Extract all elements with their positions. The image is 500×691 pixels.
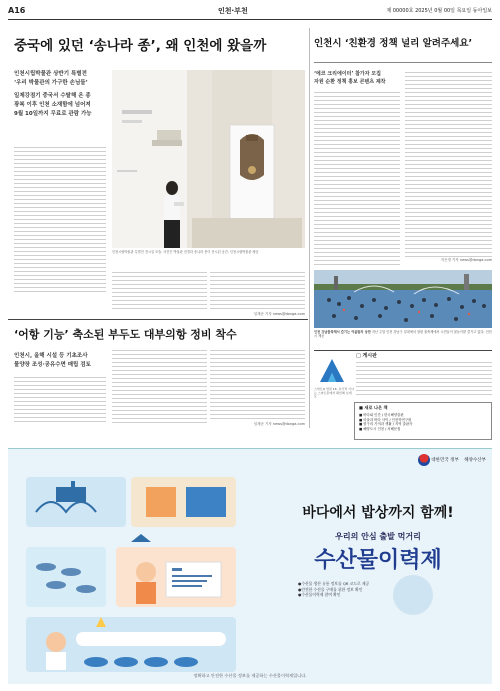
story-divider bbox=[8, 319, 308, 320]
book-item: ■ 마을과 바다 사이 / 인천학연구원 bbox=[359, 417, 412, 422]
story4-photo bbox=[314, 270, 492, 328]
ad-footer: 정확하고 안전한 수산물 정보를 제공하는 수산물이력제입니다. bbox=[193, 673, 307, 678]
story3-deck-line: ‘에코 크리에이터’ 참가자 모집 bbox=[314, 71, 381, 77]
section-name: 인천·부천 bbox=[218, 7, 248, 15]
book-item: ■ 항구의 기억과 생활 / 지역 출판사 bbox=[359, 422, 413, 427]
story2-headline: ‘어항 기능’ 축소된 부두도 대부의항 정비 착수 bbox=[14, 328, 237, 341]
ad-logo-left: 대한민국 정부 bbox=[431, 458, 459, 463]
story2-deck-line: 물양장 조성·공유수면 매립 검토 bbox=[14, 362, 91, 368]
issue-meta: 제 00000호 2025년 0월 00일 목요일 동아일보 bbox=[386, 8, 492, 14]
story1-photo-caption: 인천시립박물관 특별전 전시실 모습. 사진은 박물관 전경과 송나라 종이 전시된 공간. 인천시립박물관 제공 bbox=[112, 250, 259, 254]
story1-deck-line: 광복 이후 인천 소재함에 넘어져 bbox=[14, 102, 91, 108]
board-title: □ 게시판 bbox=[356, 353, 377, 359]
page-number: A16 bbox=[8, 6, 26, 15]
books-box bbox=[354, 402, 492, 440]
ad-logos bbox=[386, 453, 486, 469]
story4-caption bbox=[314, 330, 492, 346]
column-divider bbox=[309, 28, 310, 428]
story1-headline: 중국에 있던 ‘송나라 종’, 왜 인천에 왔을까 bbox=[14, 38, 267, 54]
story1-body-col3 bbox=[210, 270, 305, 310]
story2-body-col3 bbox=[210, 348, 305, 420]
story1-deck-line: 일제강점기 중국서 수탈해 온 종 bbox=[14, 93, 91, 99]
story3-body-col1 bbox=[314, 90, 400, 265]
story2-body-col2 bbox=[112, 348, 207, 425]
story3-body-col2 bbox=[405, 70, 492, 258]
story1-body-col1 bbox=[14, 145, 106, 295]
story2-byline: 임재준 기자 news@donga.com bbox=[253, 422, 305, 426]
story3-headline: 인천시 ‘친환경 정책 널리 알려주세요’ bbox=[314, 38, 473, 49]
board-rule bbox=[314, 350, 492, 351]
ad-fine-item: ●수산물이력제 참여 확인 bbox=[298, 592, 341, 597]
story4-caption-text: 지난 주말 인천 강남구 일대에서 열린 물축제에서 시민들이 물놀이를 즐기고 있다. 인천시 제공 bbox=[314, 330, 492, 338]
book-item: ■ 해양도시 인천 / 서해문집 bbox=[359, 426, 401, 431]
ad-title: 수산물이력제 bbox=[314, 548, 442, 573]
story1-deck-line: 9월 10일까지 무료로 관람 가능 bbox=[14, 111, 92, 117]
ad-decor-circle bbox=[393, 575, 433, 615]
books-title: ■ 새로 나온 책 bbox=[359, 405, 388, 410]
story1-deck-line: ‘우리 박물관의 가구한 손님들’ bbox=[14, 80, 88, 86]
board-items bbox=[356, 360, 492, 398]
story2-deck-line: 인천시, 올해 시설 등 기초조사 bbox=[14, 353, 88, 359]
page-header bbox=[8, 4, 492, 18]
story1-deck bbox=[14, 70, 106, 119]
story3-byline: 지은경 기자 news@donga.com bbox=[440, 258, 492, 262]
ad-banner bbox=[8, 448, 492, 684]
qr-label: 스마트Q 연결 18. 유기적 기사는 스마트폰에서 확인해 보세요 bbox=[314, 387, 354, 399]
ad-subtitle: 우리의 안심 출발 먹거리 bbox=[335, 532, 421, 541]
qr-logo bbox=[316, 356, 348, 386]
story2-deck bbox=[14, 352, 106, 370]
story1-deck-line: 인천시립박물관 상반기 특별전 bbox=[14, 71, 87, 77]
gov-logo-icon bbox=[418, 454, 430, 466]
ad-fine-item: ●안전한 수산물 구매를 위한 정보 확인 bbox=[298, 586, 363, 592]
story4-caption-bold: 인천 강남물축제서 즐기는 여름밤의 낭만 bbox=[314, 330, 371, 334]
story2-body-col1 bbox=[14, 375, 106, 425]
ad-fine-item: ●수산물 생산 유통 정보를 QR 코드로 제공 bbox=[298, 581, 370, 586]
book-item: ■ 바다와 인간 / 한국해양출판 bbox=[359, 413, 404, 417]
story3-deck-line: 자원 순환 정책 홍보 콘텐츠 제작 bbox=[314, 79, 386, 85]
ad-tagline: 바다에서 밥상까지 함께! bbox=[302, 505, 454, 521]
story3-rule bbox=[314, 62, 492, 63]
header-rule bbox=[8, 19, 492, 20]
story1-byline: 임재준 기자 news@donga.com bbox=[253, 312, 305, 316]
ad-logo-right: 해양수산부 bbox=[464, 458, 486, 463]
story1-photo bbox=[112, 70, 305, 248]
ad-fine-print bbox=[298, 581, 458, 598]
ad-illustration bbox=[16, 467, 251, 677]
story1-body-col2 bbox=[112, 270, 207, 310]
